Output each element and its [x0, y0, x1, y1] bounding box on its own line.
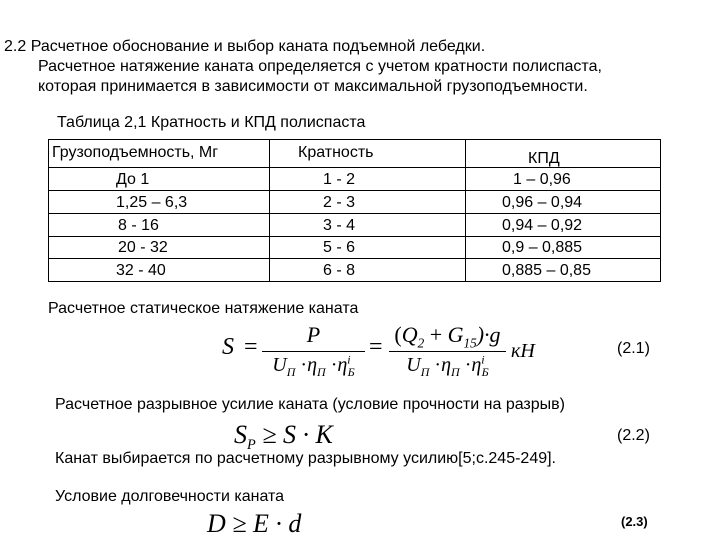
table-row-divider [48, 167, 660, 168]
formula-number-2-3: (2.3) [621, 514, 648, 529]
table-row-divider [48, 236, 660, 237]
table-row-divider [48, 190, 660, 191]
table-row-divider [48, 258, 660, 259]
formula-2-2: $S_P \ge S \cdot K$ [234, 420, 333, 454]
table-cell-capacity: 8 - 16 [118, 217, 159, 234]
table-col-divider [465, 139, 466, 282]
table-row-divider [48, 213, 660, 214]
table-cell-capacity: До 1 [116, 171, 150, 188]
formula-equals: = [244, 334, 258, 360]
fraction-2-numerator: $(Q_2 + G_{15})\cdot g$ [394, 322, 501, 351]
table-cell-efficiency: 0,9 – 0,885 [502, 239, 583, 256]
rope-selection-note: Канат выбирается по расчетному разрывному усилию[5;с.245-249]. [55, 450, 556, 467]
fraction-2 [389, 320, 506, 380]
table-cell-ratio: 6 - 8 [323, 262, 356, 279]
formula-equals: = [369, 334, 383, 360]
table-cell-efficiency: 1 – 0,96 [513, 171, 571, 188]
table-header-capacity: Грузоподъемность, Мг [52, 144, 219, 161]
table-cell-ratio: 1 - 2 [323, 171, 356, 188]
fraction-1-denominator: $U_П \cdot\eta_П \cdot\eta^i_Б$ [272, 352, 355, 379]
table-cell-capacity: 32 - 40 [116, 262, 166, 279]
formula-number-2-2: (2.2) [617, 427, 650, 444]
table-caption: Таблица 2,1 Кратность и КПД полиспаста [57, 114, 366, 131]
table-col-divider [269, 139, 270, 282]
table-cell-ratio: 3 - 4 [323, 217, 356, 234]
formula-number-2-1: (2.1) [617, 340, 650, 357]
fraction-2-bar [389, 351, 506, 352]
intro-line-2: которая принимается в зависимости от максимальной грузоподъемности. [38, 78, 588, 95]
table-cell-efficiency: 0,96 – 0,94 [502, 194, 583, 211]
table-cell-efficiency: 0,94 – 0,92 [502, 217, 583, 234]
table-border-left [48, 139, 49, 282]
table-header-ratio: Кратность [298, 144, 374, 161]
table-cell-capacity: 1,25 – 6,3 [116, 194, 188, 211]
table-cell-ratio: 2 - 3 [323, 194, 356, 211]
table-border-right [660, 139, 661, 282]
table-cell-efficiency: 0,885 – 0,85 [502, 262, 591, 279]
section-number: 2.2 [4, 38, 27, 55]
formula-3-label: Условие долговечности каната [55, 488, 285, 505]
fraction-1-numerator: P [306, 322, 321, 347]
table-border-bottom [48, 281, 660, 282]
intro-line-1: Расчетное натяжение каната определяется с учетом кратности полиспаста, [38, 58, 602, 75]
section-title: Расчетное обоснование и выбор каната подъемной лебедки. [30, 38, 486, 55]
formula-lhs-s: S [222, 334, 234, 360]
formula-1-label: Расчетное статическое натяжение каната [48, 300, 359, 317]
table-cell-capacity: 20 - 32 [118, 239, 168, 256]
formula-2-label: Расчетное разрывное усилие каната (условие прочности на разрыв) [55, 396, 565, 413]
table-header-efficiency: КПД [528, 150, 560, 167]
table-border-top [48, 139, 660, 140]
fraction-2-denominator: $U_П \cdot\eta_П \cdot\eta^i_Б$ [406, 352, 489, 379]
fraction-1 [262, 320, 365, 380]
formula-unit-kn: кН [511, 340, 535, 362]
section-heading [4, 37, 485, 56]
table-cell-ratio: 5 - 6 [323, 239, 356, 256]
formula-2-3: D ≥ E · d [207, 509, 302, 538]
